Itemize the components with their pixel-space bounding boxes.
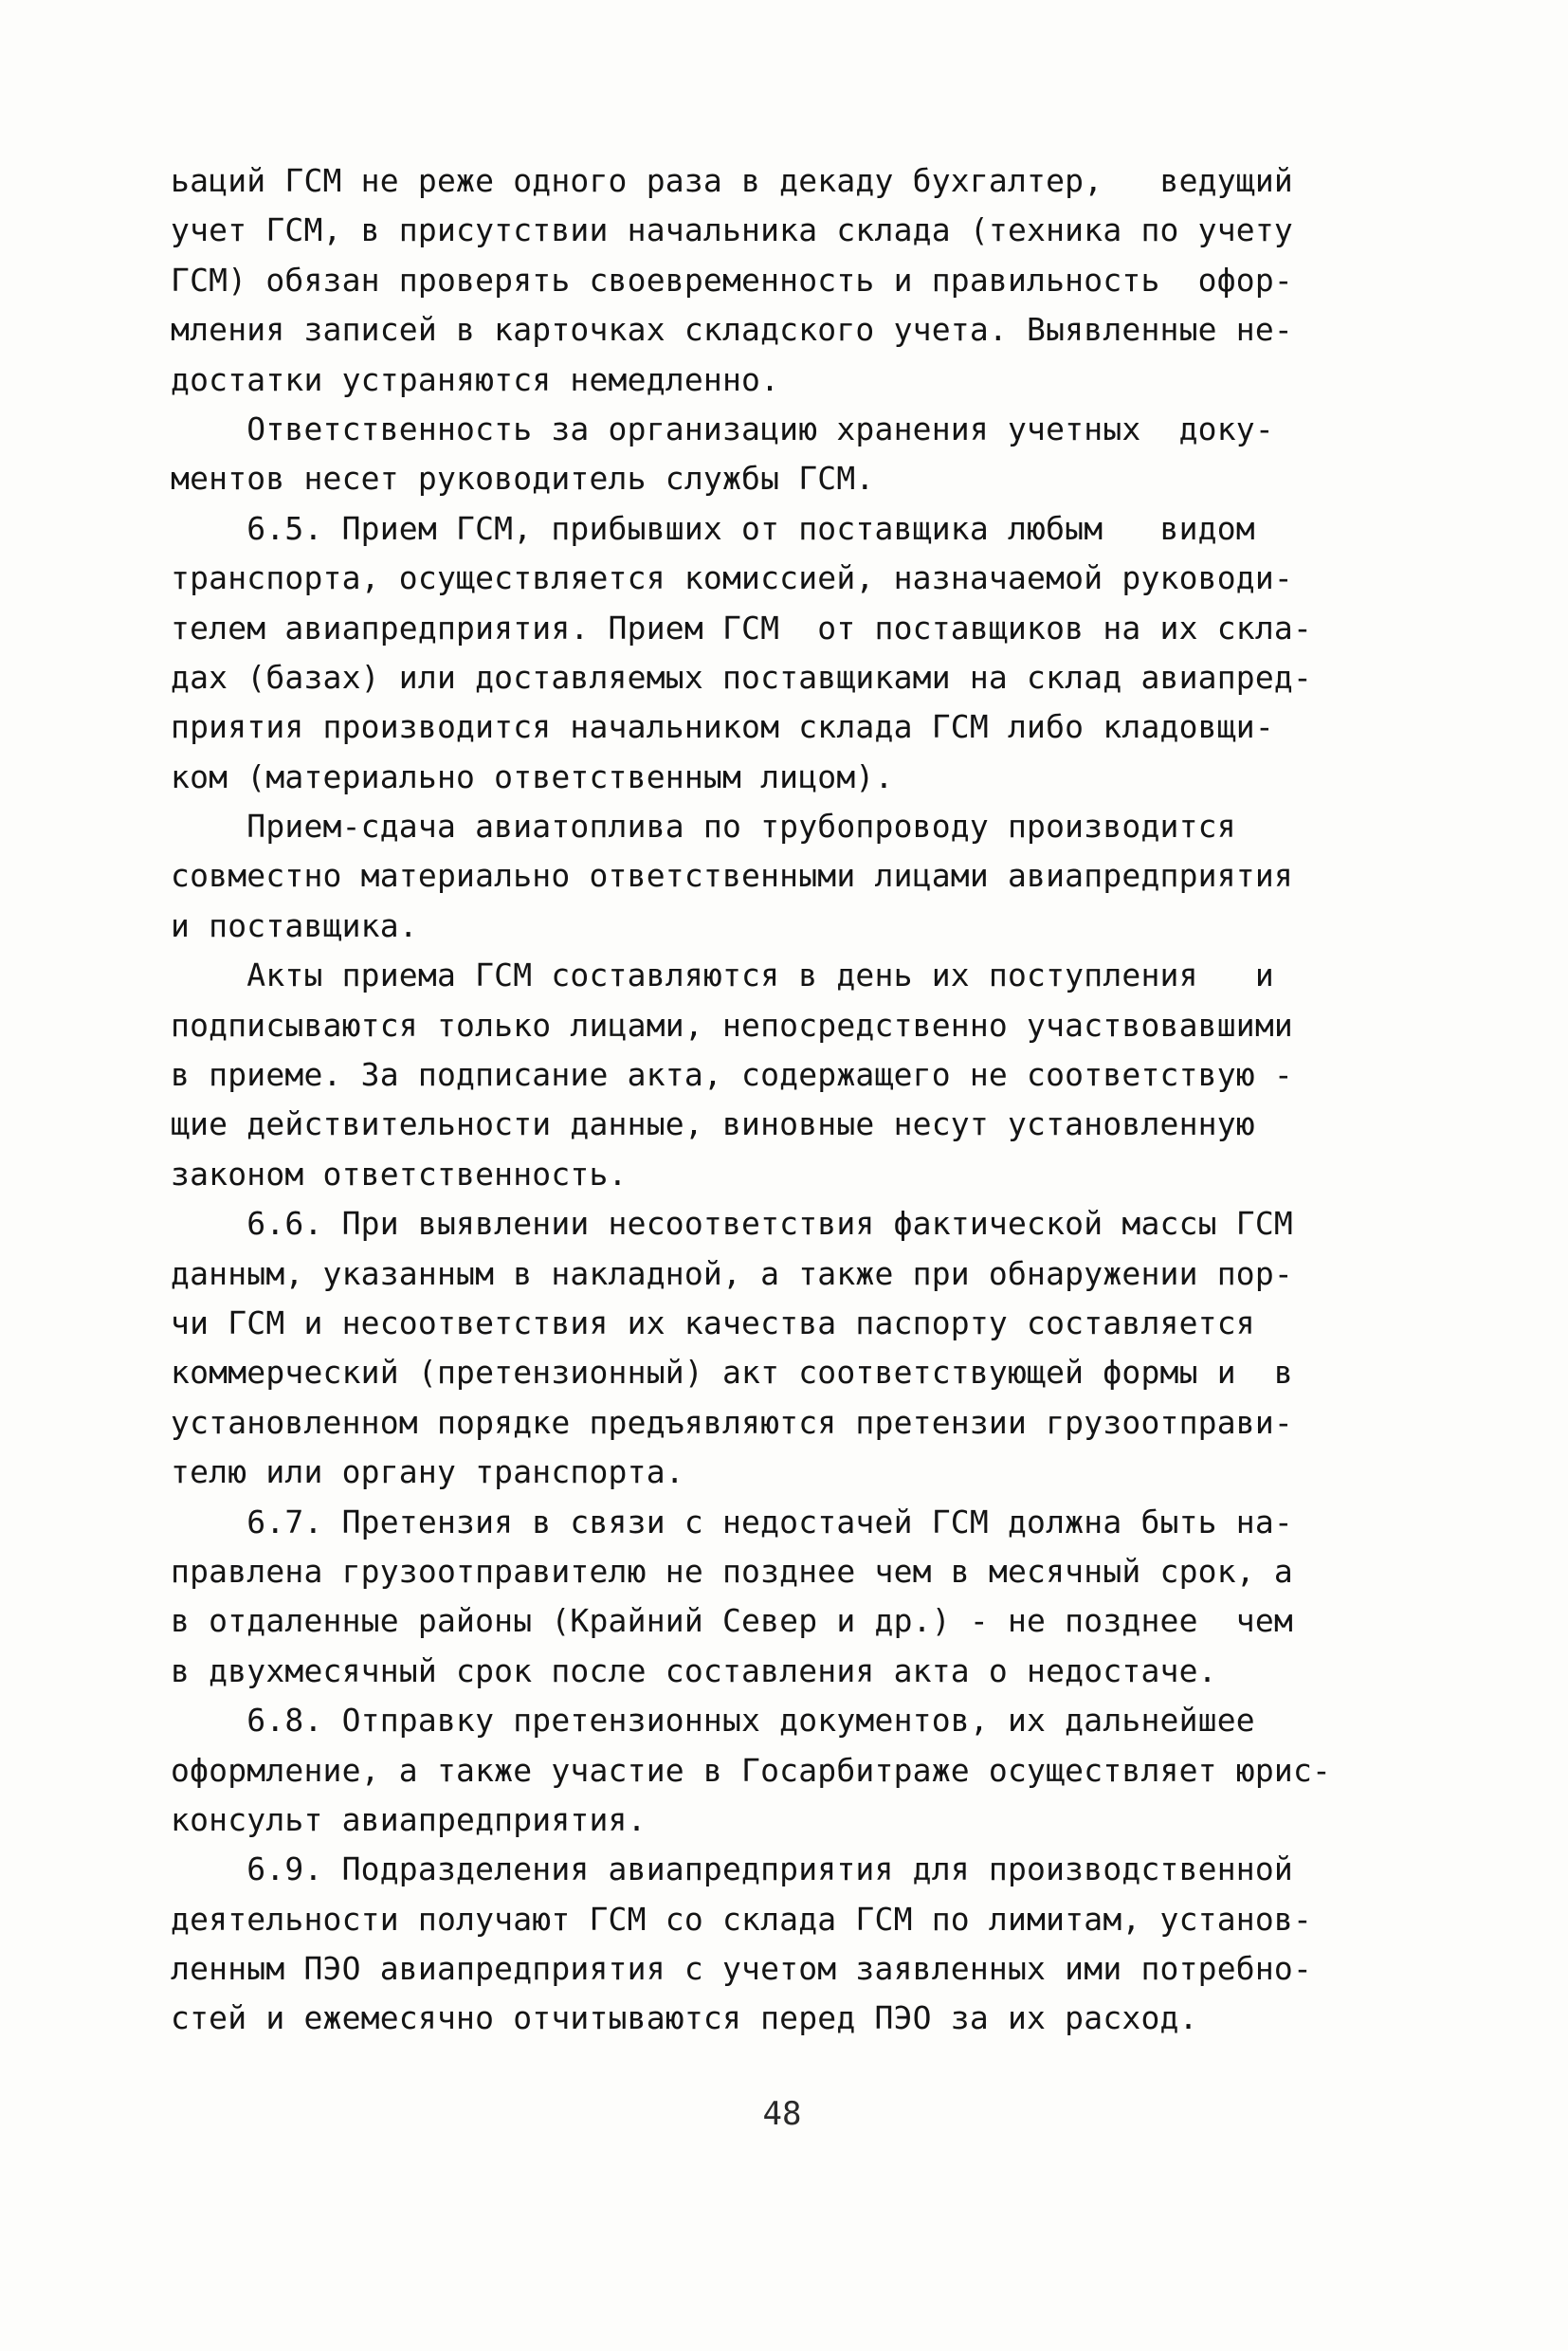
text-line: в приеме. За подписание акта, содержащего не соответствую - [171, 1056, 1293, 1094]
text-line: стей и ежемесячно отчитываются перед ПЭО за их расход. [171, 1999, 1198, 2037]
text-line: дах (базах) или доставляемых поставщиками на склад авиапред- [171, 658, 1313, 696]
text-line: правлена грузоотправителю не позднее чем в месячный срок, а [171, 1552, 1293, 1590]
text-line: в двухмесячный срок после составления акта о недостаче. [171, 1651, 1217, 1689]
text-line: учет ГСМ, в присутствии начальника склада (техника по учету [171, 211, 1293, 249]
text-line: консульт авиапредприятия. [171, 1800, 647, 1838]
text-line: чи ГСМ и несоответствия их качества паспорту составляется [171, 1303, 1255, 1341]
text-line: законом ответственность. [171, 1155, 628, 1193]
text-line: Акты приема ГСМ составляются в день их поступления и [171, 957, 1274, 994]
text-line: транспорта, осуществляется комиссией, назначаемой руководи- [171, 559, 1293, 597]
text-line: и поставщика. [171, 906, 418, 944]
text-line: ленным ПЭО авиапредприятия с учетом заявленных ими потребно- [171, 1950, 1313, 1988]
text-line: совместно материально ответственными лицами авиапредприятия [171, 857, 1293, 895]
text-line: телем авиапредприятия. Прием ГСМ от поставщиков на их скла- [171, 609, 1313, 647]
text-line: телю или органу транспорта. [171, 1453, 684, 1491]
text-line: Ответственность за организацию хранения учетных доку- [171, 410, 1274, 447]
text-line: 6.6. При выявлении несоответствия фактической массы ГСМ [171, 1205, 1293, 1243]
text-line: 6.8. Отправку претензионных документов, их дальнейшее [171, 1702, 1255, 1740]
text-line: подписываются только лицами, непосредственно участвовавшими [171, 1006, 1293, 1044]
text-line: приятия производится начальником склада ГСМ либо кладовщи- [171, 708, 1274, 746]
text-line: 6.7. Претензия в связи с недостачей ГСМ должна быть на- [171, 1503, 1293, 1540]
text-line: в отдаленные районы (Крайний Север и др.) - не позднее чем [171, 1602, 1293, 1640]
text-line: данным, указанным в накладной, а также при обнаружении пор- [171, 1254, 1293, 1292]
text-line: достатки устраняются немедленно. [171, 360, 780, 398]
text-line: оформление, а также участие в Госарбитраже осуществляет юрис- [171, 1751, 1332, 1789]
text-line: ментов несет руководитель службы ГСМ. [171, 460, 875, 498]
text-line: ьаций ГСМ не реже одного раза в декаду бухгалтер, ведущий [171, 162, 1293, 199]
text-line: 6.9. Подразделения авиапредприятия для производственной [171, 1850, 1293, 1888]
text-line: коммерческий (претензионный) акт соответствующей формы и в [171, 1354, 1293, 1392]
text-line: 6.5. Прием ГСМ, прибывших от поставщика любым видом [171, 509, 1255, 547]
text-line: мления записей в карточках складского учета. Выявленные не- [171, 311, 1293, 349]
text-line: щие действительности данные, виновные несут установленную [171, 1105, 1255, 1143]
body-text [171, 156, 1403, 2044]
text-line: ГСМ) обязан проверять своевременность и правильность офор- [171, 261, 1293, 299]
text-line: ком (материально ответственным лицом). [171, 757, 894, 795]
text-line: Прием-сдача авиатоплива по трубопроводу производится [171, 808, 1236, 846]
text-line: деятельности получают ГСМ со склада ГСМ по лимитам, установ- [171, 1900, 1313, 1938]
page-number: 48 [762, 2095, 802, 2133]
text-line: установленном порядке предъявляются претензии грузоотправи- [171, 1403, 1293, 1441]
